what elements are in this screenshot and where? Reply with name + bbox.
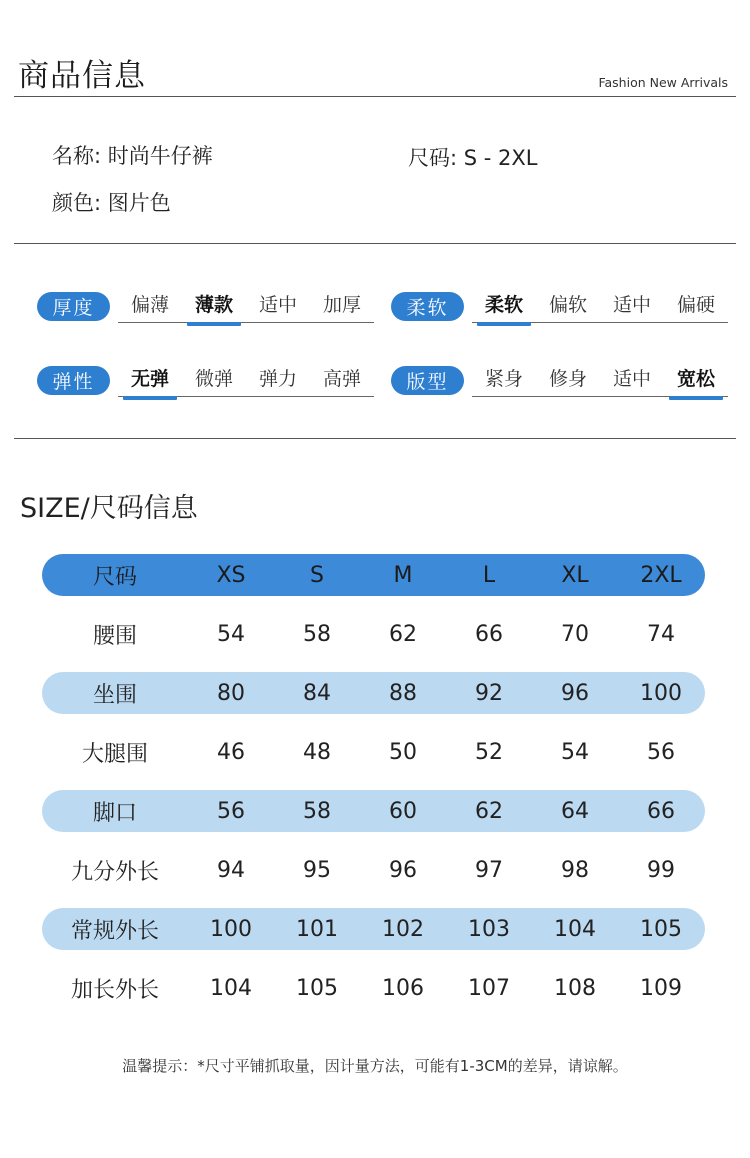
table-cell: 80 <box>217 680 245 706</box>
table-cell: 102 <box>382 916 424 942</box>
divider-top <box>14 96 736 97</box>
table-cell: 106 <box>382 975 424 1001</box>
attribute-elasticity <box>37 364 374 397</box>
attribute-options <box>472 290 728 323</box>
table-cell: 100 <box>210 916 252 942</box>
attribute-option-selected: 薄款 <box>182 290 246 323</box>
row-label: 大腿围 <box>81 741 148 767</box>
table-cell: 56 <box>647 739 675 765</box>
attribute-label: 版型 <box>391 366 464 395</box>
row-label: 加长外长 <box>70 977 159 1003</box>
attribute-option: 偏硬 <box>676 293 715 316</box>
table-cell: 62 <box>389 621 417 647</box>
table-row <box>42 731 705 773</box>
attribute-thickness <box>37 290 374 323</box>
table-cell: 48 <box>303 739 331 765</box>
table-cell: S <box>310 562 324 588</box>
product-size: 尺码: S - 2XL <box>408 146 538 170</box>
table-cell: 105 <box>640 916 682 942</box>
attribute-option-selected: 柔软 <box>472 290 536 323</box>
table-cell: 46 <box>217 739 245 765</box>
row-label: 尺码 <box>92 564 137 590</box>
table-cell: XS <box>216 562 246 588</box>
table-cell: L <box>482 562 496 588</box>
attribute-label: 弹性 <box>37 366 110 395</box>
divider-attributes <box>14 438 736 439</box>
product-name: 名称: 时尚牛仔裤 <box>52 144 213 168</box>
table-cell: M <box>393 562 413 588</box>
table-row <box>42 613 705 655</box>
table-row <box>42 967 705 1009</box>
table-cell: 88 <box>389 680 417 706</box>
attribute-fit <box>391 364 728 397</box>
attribute-option: 高弹 <box>322 367 361 390</box>
page-subtitle: Fashion New Arrivals <box>598 75 728 90</box>
attribute-option: 适中 <box>612 293 651 316</box>
attribute-option: 适中 <box>258 293 297 316</box>
row-label: 腰围 <box>92 623 137 649</box>
table-cell: 105 <box>296 975 338 1001</box>
attribute-option-selected: 宽松 <box>664 364 728 397</box>
table-cell: 66 <box>647 798 675 824</box>
table-cell: 56 <box>217 798 245 824</box>
table-cell: 2XL <box>640 562 682 588</box>
table-cell: 74 <box>647 621 675 647</box>
table-cell: 101 <box>296 916 338 942</box>
attribute-option: 偏软 <box>548 293 587 316</box>
table-row <box>42 849 705 891</box>
attribute-softness <box>391 290 728 323</box>
table-cell: XL <box>561 562 589 588</box>
table-cell: 104 <box>554 916 596 942</box>
table-cell: 103 <box>468 916 510 942</box>
table-cell: 95 <box>303 857 331 883</box>
table-cell: 50 <box>389 739 417 765</box>
row-label: 九分外长 <box>70 859 159 885</box>
table-cell: 66 <box>475 621 503 647</box>
table-cell: 58 <box>303 621 331 647</box>
table-cell: 52 <box>475 739 503 765</box>
table-cell: 97 <box>475 857 503 883</box>
table-row <box>42 908 705 950</box>
table-cell: 92 <box>475 680 503 706</box>
table-cell: 54 <box>217 621 245 647</box>
attribute-option: 修身 <box>548 367 587 390</box>
table-cell: 96 <box>389 857 417 883</box>
attribute-option: 微弹 <box>194 367 233 390</box>
table-cell: 108 <box>554 975 596 1001</box>
table-cell: 60 <box>389 798 417 824</box>
table-cell: 99 <box>647 857 675 883</box>
attribute-options <box>118 290 374 323</box>
table-cell: 94 <box>217 857 245 883</box>
footnote: 温馨提示：*尺寸平铺抓取量，因计量方法，可能有1-3CM的差异，请谅解。 <box>122 1057 628 1075</box>
table-row <box>42 672 705 714</box>
attribute-label: 柔软 <box>391 292 464 321</box>
product-color: 颜色: 图片色 <box>52 191 171 215</box>
attribute-option: 偏薄 <box>130 293 169 316</box>
attribute-option: 适中 <box>612 367 651 390</box>
attribute-options <box>472 364 728 397</box>
table-cell: 109 <box>640 975 682 1001</box>
table-cell: 98 <box>561 857 589 883</box>
table-cell: 100 <box>640 680 682 706</box>
attribute-option: 加厚 <box>322 293 361 316</box>
table-cell: 107 <box>468 975 510 1001</box>
row-label: 脚口 <box>92 800 137 826</box>
size-table-title: SIZE/尺码信息 <box>20 493 198 524</box>
attribute-option: 紧身 <box>484 367 523 390</box>
table-cell: 96 <box>561 680 589 706</box>
table-cell: 84 <box>303 680 331 706</box>
table-cell: 58 <box>303 798 331 824</box>
page-title: 商品信息 <box>18 58 146 94</box>
table-row <box>42 790 705 832</box>
divider-info <box>14 243 736 244</box>
table-cell: 54 <box>561 739 589 765</box>
attribute-options <box>118 364 374 397</box>
table-cell: 62 <box>475 798 503 824</box>
attribute-label: 厚度 <box>37 292 110 321</box>
table-header <box>42 554 705 596</box>
row-label: 坐围 <box>92 682 137 708</box>
row-label: 常规外长 <box>70 918 159 944</box>
table-cell: 64 <box>561 798 589 824</box>
table-cell: 104 <box>210 975 252 1001</box>
attribute-option-selected: 无弹 <box>118 364 182 397</box>
table-cell: 70 <box>561 621 589 647</box>
attribute-option: 弹力 <box>258 367 297 390</box>
